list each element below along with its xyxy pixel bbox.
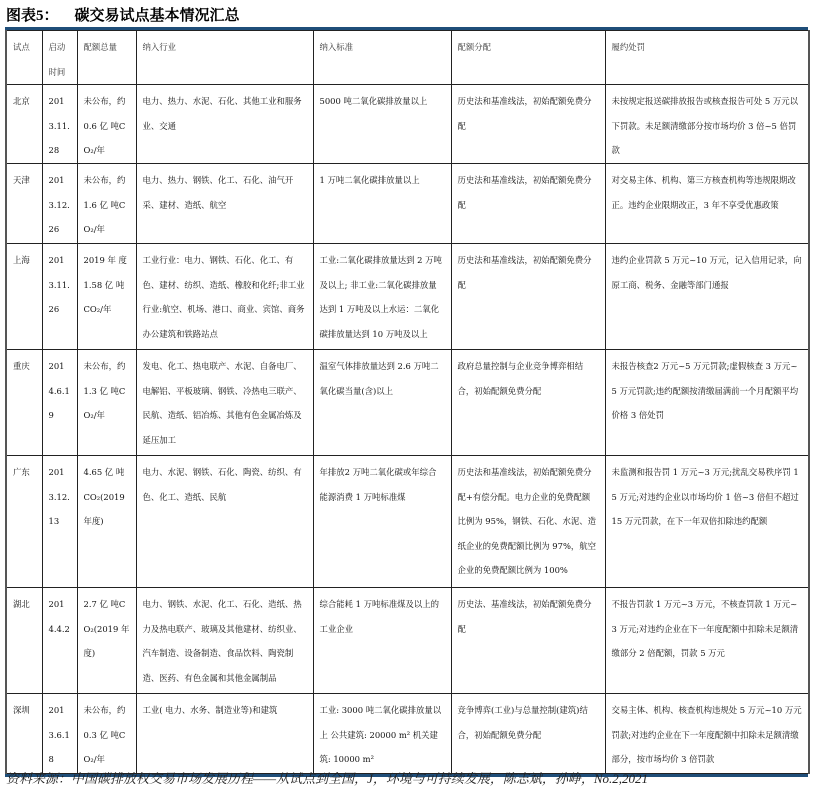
cell-penalty: 未报告核查2 万元~5 万元罚款;虚假核查 3 万元~5 万元罚款;违约配额按清缴届满前一个月配额平均价格 3 倍处罚 xyxy=(605,349,809,455)
cell-penalty: 未按规定报送碳排放报告或核查报告可处 5 万元以下罚款。未足额清缴部分按市场均价 3 倍~5 倍罚款 xyxy=(605,85,809,164)
cell-pilot: 北京 xyxy=(6,85,42,164)
cell-criteria: 温室气体排放量达到 2.6 万吨二氧化碳当量(含)以上 xyxy=(313,349,451,455)
cell-quota: 4.65 亿 吨CO₂(2019 年度) xyxy=(77,455,136,587)
cell-allocation: 历史法和基准线法，初始配额免费分配 xyxy=(451,163,605,243)
header-quota: 配额总量 xyxy=(77,31,136,85)
cell-pilot: 湖北 xyxy=(6,587,42,693)
cell-criteria: 1 万吨二氧化碳排放量以上 xyxy=(313,163,451,243)
cell-pilot: 天津 xyxy=(6,163,42,243)
cell-quota: 未公布，约1.6 亿 吨CO₂/年 xyxy=(77,163,136,243)
figure-title-text: 碳交易试点基本情况汇总 xyxy=(74,6,240,24)
figure-title xyxy=(6,4,240,26)
cell-start: 2014.6.19 xyxy=(42,349,77,455)
cell-allocation: 竞争博弈(工业)与总量控制(建筑)结合，初始配额免费分配 xyxy=(451,693,605,773)
cell-criteria: 年排放2 万吨二氧化碳或年综合能源消费 1 万吨标准煤 xyxy=(313,455,451,587)
cell-allocation: 政府总量控制与企业竞争博弈相结合，初始配额免费分配 xyxy=(451,349,605,455)
figure-label: 图表 xyxy=(6,6,37,24)
cell-start: 2013.6.18 xyxy=(42,693,77,773)
cell-quota: 未公布，约0.3 亿 吨CO₂/年 xyxy=(77,693,136,773)
header-allocation: 配额分配 xyxy=(451,31,605,85)
figure-number: 5： xyxy=(36,8,59,24)
table-row xyxy=(6,349,809,455)
cell-industries: 电力、热力、钢铁、化工、石化、油气开采、建材、造纸、航空 xyxy=(136,163,313,243)
cell-start: 2014.4.2 xyxy=(42,587,77,693)
cell-criteria: 工业: 3000 吨二氧化碳排放量以上 公共建筑: 20000 m² 机关建筑: 10000 m² xyxy=(313,693,451,773)
cell-quota: 未公布，约1.3 亿 吨CO₂/年 xyxy=(77,349,136,455)
cell-quota: 2019 年 度1.58 亿 吨CO₂/年 xyxy=(77,243,136,349)
table-row xyxy=(6,455,809,587)
cell-allocation: 历史法、基准线法，初始配额免费分配 xyxy=(451,587,605,693)
table-row xyxy=(6,163,809,243)
cell-criteria: 综合能耗 1 万吨标准煤及以上的工业企业 xyxy=(313,587,451,693)
cell-penalty: 未监测和报告罚 1 万元~3 万元;扰乱交易秩序罚 15 万元;对违约企业以市场均价 1 倍~3 倍但不超过 15 万元罚款，在下一年双倍扣除违约配额 xyxy=(605,455,809,587)
cell-quota: 2.7 亿 吨CO₂(2019 年度) xyxy=(77,587,136,693)
cell-penalty: 交易主体、机构、核查机构违规处 5 万元~10 万元罚款;对违约企业在下一年度配额中扣除未足额清缴部分，按市场均价 3 倍罚款 xyxy=(605,693,809,773)
cell-allocation: 历史法和基准线法，初始配额免费分配 xyxy=(451,85,605,164)
cell-industries: 工业行业：电力、钢铁、石化、化工、有色、建材、纺织、造纸、橡胶和化纤;非工业行业:航空、机场、港口、商业、宾馆、商务办公建筑和铁路站点 xyxy=(136,243,313,349)
cell-start: 2013.11.28 xyxy=(42,85,77,164)
cell-allocation: 历史法和基准线法，初始配额免费分配+有偿分配。电力企业的免费配额比例为 95%，钢铁、石化、水泥、造纸企业的免费配额比例为 97%，航空企业的免费配额比例为 100% xyxy=(451,455,605,587)
cell-industries: 电力、水泥、钢铁、石化、陶瓷、纺织、有色、化工、造纸、民航 xyxy=(136,455,313,587)
header-penalty: 履约处罚 xyxy=(605,31,809,85)
cell-industries: 发电、化工、热电联产、水泥、自备电厂、电解铝、平板玻璃、钢铁、冷热电三联产、民航、造纸、铝冶炼、其他有色金属冶炼及延压加工 xyxy=(136,349,313,455)
cell-quota: 未公布，约0.6 亿 吨CO₂/年 xyxy=(77,85,136,164)
cell-pilot: 上海 xyxy=(6,243,42,349)
cell-start: 2013.12.26 xyxy=(42,163,77,243)
cell-industries: 工业( 电力、水务、制造业等)和建筑 xyxy=(136,693,313,773)
table-row xyxy=(6,243,809,349)
cell-pilot: 重庆 xyxy=(6,349,42,455)
table-row xyxy=(6,693,809,773)
cell-criteria: 工业:二氧化碳排放量达到 2 万吨及以上; 非工业:二氧化碳排放量达到 1 万吨及以上水运：二氧化碳排放量达到 10 万吨及以上 xyxy=(313,243,451,349)
table-row xyxy=(6,85,809,164)
cell-penalty: 违约企业罚款 5 万元~10 万元，记入信用记录，向原工商、税务、金融等部门通报 xyxy=(605,243,809,349)
table-row xyxy=(6,587,809,693)
cell-allocation: 历史法和基准线法，初始配额免费分配 xyxy=(451,243,605,349)
summary-table xyxy=(5,30,810,774)
header-industries: 纳入行业 xyxy=(136,31,313,85)
header-criteria: 纳入标准 xyxy=(313,31,451,85)
header-start-time: 启动时间 xyxy=(42,31,77,85)
cell-start: 2013.11.26 xyxy=(42,243,77,349)
cell-pilot: 广东 xyxy=(6,455,42,587)
table-header-row xyxy=(6,31,809,85)
cell-penalty: 不报告罚款 1 万元~3 万元，不核查罚款 1 万元~3 万元;对违约企业在下一年度配额中扣除未足额清缴部分 2 倍配额，罚款 5 万元 xyxy=(605,587,809,693)
cell-criteria: 5000 吨二氧化碳排放量以上 xyxy=(313,85,451,164)
cell-penalty: 对交易主体、机构、第三方核查机构等违规限期改正。违约企业限期改正，3 年不享受优惠政策 xyxy=(605,163,809,243)
cell-pilot: 深圳 xyxy=(6,693,42,773)
cell-start: 2013.12.13 xyxy=(42,455,77,587)
source-citation: 资料来源：中国碳排放权交易市场发展历程——从试点到全国，J，环境与可持续发展，陈志斌，孙峥，No.2,2021 xyxy=(6,771,649,786)
cell-industries: 电力、钢铁、水泥、化工、石化、造纸、热力及热电联产、玻璃及其他建材、纺织业、汽车制造、设备制造、食品饮料、陶瓷制造、医药、有色金属和其他金属制品 xyxy=(136,587,313,693)
cell-industries: 电力、热力、水泥、石化、其他工业和服务业、交通 xyxy=(136,85,313,164)
header-pilot: 试点 xyxy=(6,31,42,85)
carbon-pilot-table xyxy=(5,27,808,777)
